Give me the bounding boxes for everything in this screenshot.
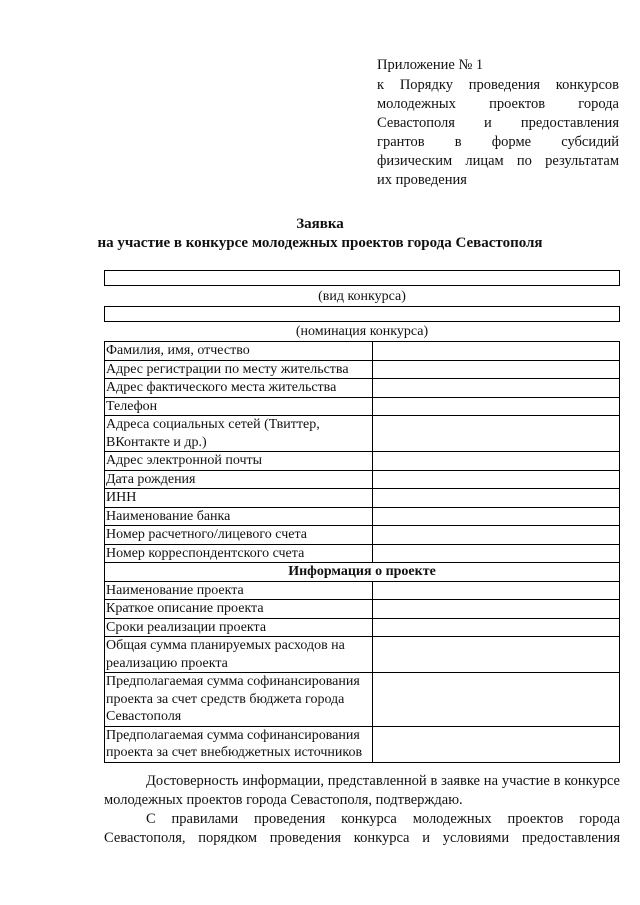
table-row — [105, 581, 620, 600]
section-header-row — [105, 563, 620, 582]
field-label: ИНН — [105, 489, 373, 508]
field-value[interactable] — [373, 618, 620, 637]
field-value[interactable] — [373, 379, 620, 398]
field-label: Предполагаемая сумма софинансирования проекта за счет средств бюджета города Севастополя — [105, 673, 373, 727]
field-label: Адрес регистрации по месту жительства — [105, 360, 373, 379]
field-label: Предполагаемая сумма софинансирования проекта за счет внебюджетных источников — [105, 726, 373, 762]
appendix-line: грантов в форме субсидий — [377, 134, 619, 150]
field-value[interactable] — [373, 452, 620, 471]
table-row — [105, 397, 620, 416]
project-section-title: Информация о проекте — [105, 563, 620, 582]
contest-type-field[interactable] — [104, 270, 620, 286]
field-value[interactable] — [373, 526, 620, 545]
table-row — [105, 452, 620, 471]
table-row — [105, 416, 620, 452]
field-label: Сроки реализации проекта — [105, 618, 373, 637]
field-value[interactable] — [373, 600, 620, 619]
field-label: Дата рождения — [105, 470, 373, 489]
nomination-caption: (номинация конкурса) — [295, 324, 429, 339]
appendix-line: молодежных проектов города — [377, 96, 619, 112]
field-label: Краткое описание проекта — [105, 600, 373, 619]
appendix-line: к Порядку проведения конкурсов — [377, 77, 619, 93]
field-value[interactable] — [373, 637, 620, 673]
table-row — [105, 600, 620, 619]
appendix-title: Приложение № 1 — [377, 57, 484, 73]
table-row — [105, 379, 620, 398]
appendix-line: физическим лицам по результатам — [377, 153, 619, 169]
table-row — [105, 360, 620, 379]
table-row — [105, 618, 620, 637]
document-title: Заявка — [296, 216, 344, 232]
table-row — [105, 673, 620, 727]
field-value[interactable] — [373, 360, 620, 379]
field-value[interactable] — [373, 416, 620, 452]
field-value[interactable] — [373, 581, 620, 600]
nomination-field[interactable] — [104, 306, 620, 322]
field-label: Адреса социальных сетей (Твиттер, ВКонтакте и др.) — [105, 416, 373, 452]
field-value[interactable] — [373, 507, 620, 526]
table-row — [105, 342, 620, 361]
field-label: Номер расчетного/лицевого счета — [105, 526, 373, 545]
field-label: Наименование банка — [105, 507, 373, 526]
table-row — [105, 507, 620, 526]
field-value[interactable] — [373, 470, 620, 489]
table-row — [105, 637, 620, 673]
appendix-block — [377, 56, 619, 190]
table-row — [105, 726, 620, 762]
field-label: Общая сумма планируемых расходов на реализацию проекта — [105, 637, 373, 673]
field-value[interactable] — [373, 342, 620, 361]
field-value[interactable] — [373, 673, 620, 727]
field-value[interactable] — [373, 397, 620, 416]
table-row — [105, 544, 620, 563]
field-value[interactable] — [373, 489, 620, 508]
field-label: Адрес электронной почты — [105, 452, 373, 471]
contest-type-caption: (вид конкурса) — [318, 289, 406, 304]
document-subtitle: на участие в конкурсе молодежных проектов города Севастополя — [97, 235, 543, 251]
table-row — [105, 470, 620, 489]
table-row — [105, 489, 620, 508]
appendix-line: Севастополя и предоставления — [377, 115, 619, 131]
field-label: Телефон — [105, 397, 373, 416]
field-value[interactable] — [373, 544, 620, 563]
field-label: Наименование проекта — [105, 581, 373, 600]
field-label: Номер корреспондентского счета — [105, 544, 373, 563]
field-label: Адрес фактического места жительства — [105, 379, 373, 398]
appendix-line: их проведения — [377, 172, 467, 188]
confirmation-paragraph: Достоверность информации, представленной в заявке на участие в конкурсе молодежных проектов города Севастополя, подтверждаю. — [104, 773, 620, 808]
rules-paragraph: С правилами проведения конкурса молодежных проектов города Севастополя, порядком проведения конкурса и условиями предоставления — [104, 811, 620, 846]
field-value[interactable] — [373, 726, 620, 762]
field-label: Фамилия, имя, отчество — [105, 342, 373, 361]
table-row — [105, 526, 620, 545]
application-form-table — [104, 341, 620, 763]
